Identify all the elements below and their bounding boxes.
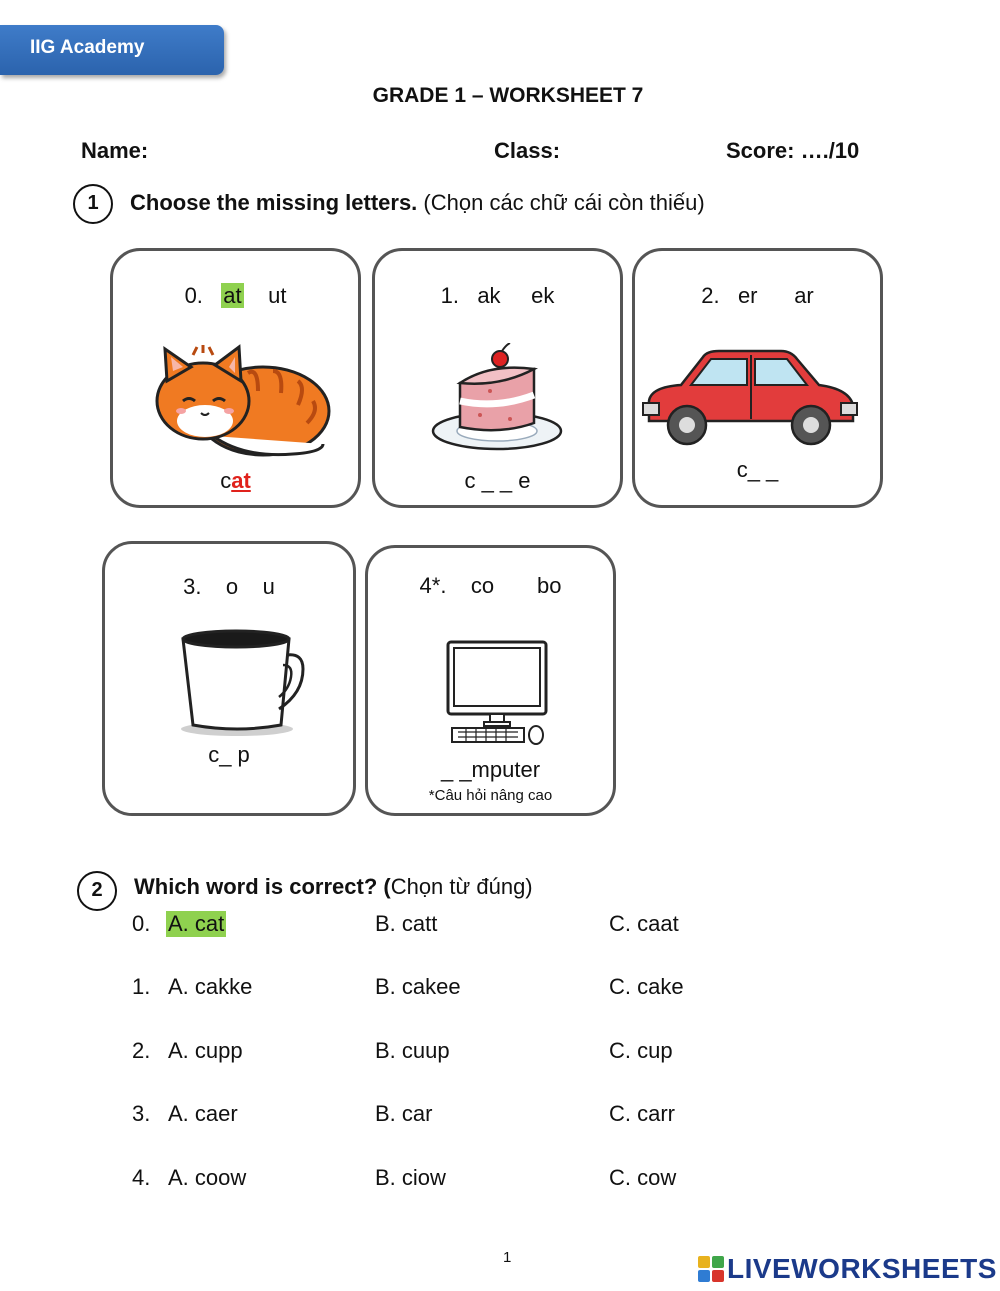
option-b[interactable]: bo — [536, 573, 562, 598]
card-options — [635, 283, 880, 309]
car-icon — [641, 349, 859, 453]
option-a[interactable]: A. caer — [168, 1101, 238, 1126]
section-1-title — [130, 190, 705, 216]
question-number: 0. — [132, 911, 151, 936]
option-b[interactable]: B. cakee — [375, 974, 461, 999]
cup-icon — [177, 629, 307, 739]
card-number: 3. — [183, 574, 202, 599]
advanced-question-note: *Câu hỏi nâng cao — [428, 787, 553, 804]
card-computer — [365, 545, 616, 816]
option-c[interactable]: C. cup — [609, 1038, 673, 1063]
option-b[interactable]: u — [262, 574, 275, 599]
option-a-selected[interactable]: A. cat — [168, 911, 225, 936]
card-number: 2. — [701, 283, 720, 308]
option-b[interactable]: ut — [268, 283, 287, 308]
section-2-title-bold: Which word is correct? ( — [134, 874, 391, 899]
name-label: Name: — [81, 138, 149, 163]
card-number: 4*. — [419, 573, 447, 598]
question-number: 2. — [132, 1038, 151, 1063]
option-a[interactable]: A. cakke — [168, 974, 253, 999]
section-1-title-translation: (Chọn các chữ cái còn thiếu) — [417, 190, 705, 215]
cake-icon — [430, 343, 565, 453]
card-cake — [372, 248, 623, 508]
option-b[interactable]: B. catt — [375, 911, 438, 936]
card-number: 1. — [440, 283, 459, 308]
class-label: Class: — [494, 138, 561, 163]
question-number: 1. — [132, 974, 151, 999]
cat-icon — [153, 341, 333, 461]
card-options — [113, 283, 358, 309]
option-b[interactable]: B. car — [375, 1101, 433, 1126]
card-options — [368, 573, 613, 599]
section-2-title — [134, 874, 533, 900]
section-2-title-translation: Chọn từ đúng) — [390, 874, 533, 899]
option-a[interactable]: A. coow — [168, 1165, 247, 1190]
page-number: 1 — [503, 1249, 512, 1266]
option-c[interactable]: C. cow — [609, 1165, 677, 1190]
card-options — [105, 574, 353, 600]
logo-text: LIVEWORKSHEETS — [727, 1253, 997, 1284]
card-car — [632, 248, 883, 508]
score-label: Score: …./10 — [726, 138, 860, 163]
option-b[interactable]: B. cuup — [375, 1038, 450, 1063]
option-a[interactable]: er — [737, 283, 758, 308]
card-cup — [102, 541, 356, 816]
worksheet-title: GRADE 1 – WORKSHEET 7 — [372, 84, 644, 107]
brand-tab: IIG Academy — [0, 25, 224, 75]
section-1-title-bold: Choose the missing letters. — [130, 190, 418, 215]
card-word: c_ _ — [736, 457, 779, 482]
option-a[interactable]: ak — [477, 283, 501, 308]
option-c[interactable]: C. caat — [609, 911, 679, 936]
card-word: _ _mputer — [440, 757, 541, 782]
card-word: c_ p — [208, 742, 250, 767]
card-number: 0. — [184, 283, 203, 308]
card-word — [113, 468, 358, 494]
liveworksheets-logo — [698, 1252, 997, 1286]
question-number: 3. — [132, 1101, 151, 1126]
option-b[interactable]: ar — [794, 283, 814, 308]
question-number: 4. — [132, 1165, 151, 1190]
option-b[interactable]: B. ciow — [375, 1165, 446, 1190]
section-1-number: 1 — [73, 184, 113, 224]
section-2-number: 2 — [77, 871, 117, 911]
option-a[interactable]: co — [470, 573, 495, 598]
option-c[interactable]: C. cake — [609, 974, 684, 999]
computer-icon — [446, 640, 551, 748]
word-prefix: c — [220, 468, 232, 493]
card-options — [375, 283, 620, 309]
option-c[interactable]: C. carr — [609, 1101, 675, 1126]
card-word: c _ _ e — [464, 468, 531, 493]
option-b[interactable]: ek — [531, 283, 555, 308]
option-a[interactable]: o — [225, 574, 239, 599]
option-a-selected[interactable]: at — [223, 283, 242, 308]
option-a[interactable]: A. cupp — [168, 1038, 243, 1063]
card-cat — [110, 248, 361, 508]
logo-squares-icon — [698, 1256, 724, 1282]
word-answer: at — [231, 468, 251, 493]
